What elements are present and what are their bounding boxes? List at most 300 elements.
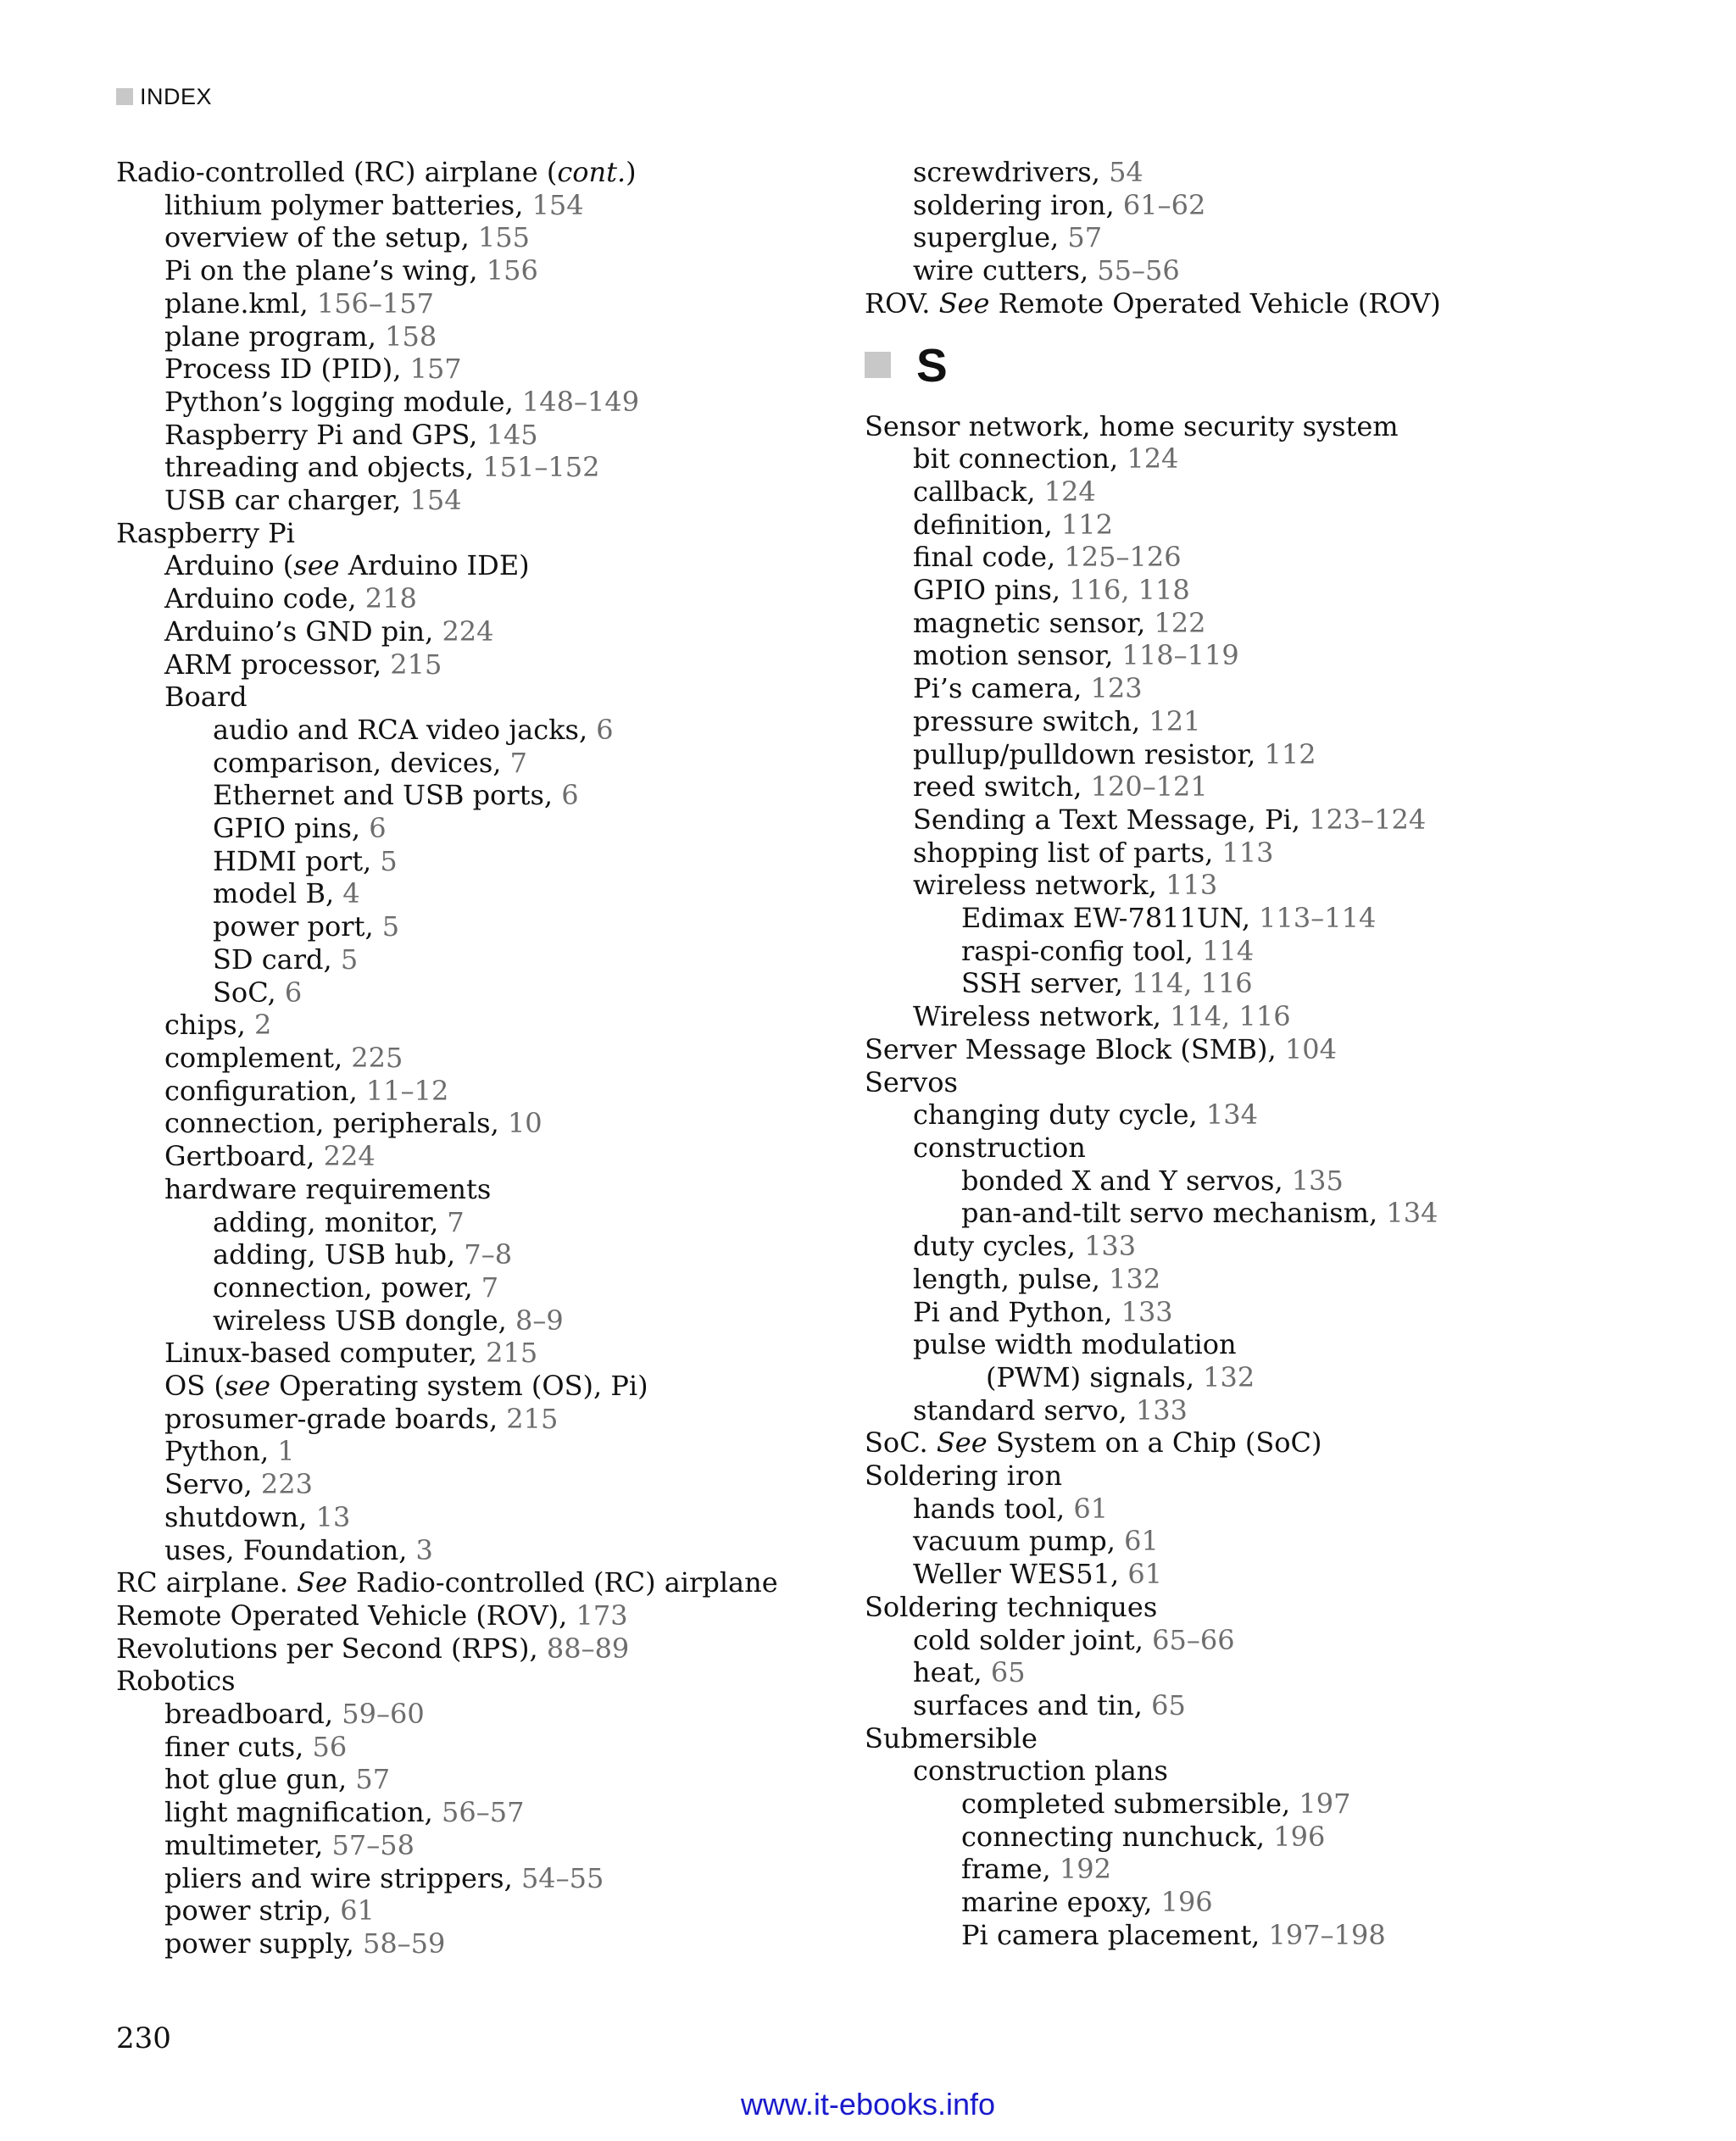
page-reference: 65–66 <box>1152 1623 1235 1656</box>
entry-text: reed switch, <box>913 770 1091 804</box>
page-reference: 7–8 <box>464 1238 513 1271</box>
page-reference: 4 <box>342 877 360 910</box>
index-entry <box>116 1665 862 1698</box>
entry-text: superglue, <box>913 221 1068 254</box>
page-reference: 223 <box>260 1468 313 1501</box>
index-subentry <box>865 1821 1611 1854</box>
entry-text: final code, <box>913 541 1065 574</box>
index-subentry <box>865 1788 1611 1821</box>
entry-text: magnetic sensor, <box>913 606 1155 639</box>
index-subentry <box>116 1107 862 1140</box>
entry-text: complement, <box>164 1041 352 1074</box>
index-subentry <box>116 1829 862 1862</box>
page-reference: 57 <box>1067 221 1103 254</box>
page-reference: 11–12 <box>365 1074 449 1107</box>
entry-text: uses, Foundation, <box>164 1533 416 1566</box>
index-subentry <box>865 1296 1611 1329</box>
index-entry <box>865 1722 1611 1755</box>
index-subentry <box>116 254 862 287</box>
entry-text: cold solder joint, <box>913 1623 1153 1656</box>
entry-text: Python’s logging module, <box>164 385 522 418</box>
entry-text: Pi’s camera, <box>913 672 1091 705</box>
see-reference: See <box>936 1426 988 1460</box>
page-reference: 57 <box>355 1763 391 1796</box>
entry-text: Pi camera placement, <box>961 1918 1269 1951</box>
entry-text: soldering iron, <box>913 188 1123 221</box>
page-reference: 218 <box>364 582 417 615</box>
entry-text: wire cutters, <box>913 254 1098 287</box>
index-subentry <box>116 287 862 320</box>
page-reference: 56 <box>312 1730 348 1763</box>
page-reference: 6 <box>561 779 579 812</box>
index-subentry <box>865 1525 1611 1558</box>
entry-text: Linux-based computer, <box>164 1337 487 1370</box>
entry-text: SoC, <box>213 976 285 1009</box>
index-subentry <box>865 1886 1611 1919</box>
index-subentry <box>865 869 1611 902</box>
page-reference: 113 <box>1221 836 1274 869</box>
index-subentry <box>116 1796 862 1829</box>
page-reference: 224 <box>323 1140 376 1173</box>
entry-text: pressure switch, <box>913 704 1149 737</box>
index-entry <box>865 287 1611 320</box>
entry-text: Soldering iron <box>865 1460 1063 1493</box>
page-reference: 134 <box>1386 1197 1438 1230</box>
entry-text: overview of the setup, <box>164 221 478 254</box>
entry-text: screwdrivers, <box>913 156 1110 188</box>
entry-text: Arduino IDE) <box>339 549 530 582</box>
entry-text: construction plans <box>913 1755 1168 1788</box>
entry-text: model B, <box>213 877 343 910</box>
entry-text: plane program, <box>164 320 386 353</box>
index-subentry <box>116 1927 862 1960</box>
entry-text: adding, monitor, <box>213 1205 448 1238</box>
index-subentry <box>116 1403 862 1436</box>
index-subentry <box>865 1361 1611 1394</box>
index-subentry <box>116 221 862 254</box>
entry-text: Servos <box>865 1065 958 1098</box>
index-subentry <box>116 1763 862 1796</box>
entry-text: Process ID (PID), <box>164 353 410 386</box>
see-reference: cont. <box>557 156 626 188</box>
entry-text: pullup/pulldown resistor, <box>913 737 1265 770</box>
page-reference: 133 <box>1135 1393 1188 1426</box>
see-reference: See <box>938 286 990 320</box>
entry-text: connection, peripherals, <box>164 1107 508 1140</box>
entry-text: breadboard, <box>164 1698 342 1731</box>
entry-text: Radio-controlled (RC) airplane ( <box>116 156 558 188</box>
index-subentry <box>865 1000 1611 1033</box>
index-subentry <box>116 1271 862 1304</box>
entry-text: wireless USB dongle, <box>213 1304 515 1337</box>
entry-text: Servo, <box>164 1468 261 1501</box>
index-subentry <box>865 475 1611 509</box>
entry-text: construction <box>913 1131 1086 1164</box>
index-subentry <box>116 845 862 878</box>
entry-text: ROV. <box>865 286 939 320</box>
index-subentry <box>865 804 1611 837</box>
entry-text: Raspberry Pi and GPS, <box>164 418 487 451</box>
entry-text: ) <box>626 156 637 188</box>
index-subentry <box>865 442 1611 475</box>
index-subentry <box>865 1132 1611 1165</box>
page-reference: 54 <box>1109 156 1143 188</box>
entry-text: changing duty cycle, <box>913 1098 1206 1132</box>
entry-text: comparison, devices, <box>213 746 510 779</box>
page-reference: 120–121 <box>1090 770 1208 804</box>
index-subentry <box>116 779 862 812</box>
index-subentry <box>116 943 862 976</box>
entry-text: (PWM) signals, <box>986 1360 1204 1393</box>
page-reference: 7 <box>447 1205 465 1238</box>
page-reference: 225 <box>351 1041 403 1074</box>
page-reference: 55–56 <box>1097 254 1180 287</box>
index-subentry <box>865 1328 1611 1361</box>
page-reference: 145 <box>486 418 538 451</box>
index-subentry <box>116 386 862 419</box>
index-subentry <box>865 1853 1611 1886</box>
page-reference: 135 <box>1291 1164 1344 1197</box>
running-head-label: INDEX <box>140 83 213 109</box>
page-reference: 57–58 <box>331 1828 415 1861</box>
entry-text: Server Message Block (SMB), <box>865 1032 1285 1065</box>
index-subentry <box>865 967 1611 1000</box>
index-column-right <box>865 156 1611 1952</box>
index-entry <box>865 1460 1611 1493</box>
entry-text: Remote Operated Vehicle (ROV), <box>116 1599 576 1632</box>
page-reference: 157 <box>409 353 462 386</box>
page-reference: 5 <box>381 910 400 943</box>
index-subentry <box>865 837 1611 870</box>
entry-text: System on a Chip (SoC) <box>987 1426 1322 1460</box>
index-subentry <box>116 910 862 943</box>
index-entry <box>865 410 1611 443</box>
entry-text: Arduino ( <box>164 549 294 582</box>
page-reference: 3 <box>415 1533 433 1566</box>
entry-text: Pi on the plane’s wing, <box>164 254 487 287</box>
index-subentry <box>116 1894 862 1927</box>
entry-text: power supply, <box>164 1927 363 1960</box>
index-subentry <box>865 574 1611 607</box>
entry-text: Gertboard, <box>164 1140 324 1173</box>
page-reference: 8–9 <box>515 1304 564 1337</box>
section-letter: S <box>916 338 948 392</box>
entry-text: Radio-controlled (RC) airplane <box>347 1566 778 1599</box>
index-subentry <box>865 672 1611 705</box>
index-subentry <box>865 705 1611 738</box>
index-subentry <box>116 681 862 714</box>
entry-text: connecting nunchuck, <box>961 1820 1274 1853</box>
index-subentry <box>865 902 1611 935</box>
running-head <box>116 82 212 111</box>
entry-text: multimeter, <box>164 1828 332 1861</box>
entry-text: frame, <box>961 1853 1060 1886</box>
index-subentry <box>116 976 862 1009</box>
entry-text: lithium polymer batteries, <box>164 188 532 221</box>
index-subentry <box>116 747 862 780</box>
page-reference: 65 <box>990 1656 1026 1689</box>
page-reference: 113–114 <box>1259 902 1377 935</box>
index-subentry <box>865 1624 1611 1657</box>
page-reference: 132 <box>1109 1262 1161 1295</box>
page-reference: 154 <box>409 484 462 517</box>
entry-text: threading and objects, <box>164 451 483 484</box>
entry-text: power port, <box>213 910 382 943</box>
section-heading <box>865 320 1611 410</box>
index-subentry <box>116 1534 862 1567</box>
entry-text: Operating system (OS), Pi) <box>270 1370 648 1403</box>
index-subentry <box>865 156 1611 189</box>
index-subentry <box>116 320 862 353</box>
entry-text: Edimax EW-7811UN, <box>961 902 1260 935</box>
index-subentry <box>865 189 1611 222</box>
page-reference: 104 <box>1284 1032 1337 1065</box>
page-number: 230 <box>116 2021 171 2055</box>
page-reference: 151–152 <box>482 451 600 484</box>
entry-text: connection, power, <box>213 1271 481 1304</box>
square-bullet-icon <box>865 352 891 378</box>
entry-text: Robotics <box>116 1665 236 1698</box>
page-reference: 114, 116 <box>1170 1000 1291 1033</box>
page-reference: 196 <box>1273 1820 1326 1853</box>
entry-text: SSH server, <box>961 967 1132 1000</box>
index-subentry <box>865 254 1611 287</box>
entry-text: bit connection, <box>913 442 1127 475</box>
page-reference: 215 <box>486 1337 538 1370</box>
entry-text: hot glue gun, <box>164 1763 356 1796</box>
page-reference: 58–59 <box>362 1927 446 1960</box>
index-entry <box>116 1566 862 1599</box>
page-reference: 116, 118 <box>1069 574 1190 607</box>
entry-text: wireless network, <box>913 869 1166 902</box>
entry-text: vacuum pump, <box>913 1525 1125 1558</box>
index-subentry <box>865 1656 1611 1689</box>
entry-text: power strip, <box>164 1894 341 1927</box>
page-reference: 192 <box>1059 1853 1111 1886</box>
page-reference: 88–89 <box>546 1632 630 1665</box>
page-reference: 5 <box>380 844 398 877</box>
index-subentry <box>865 1755 1611 1788</box>
index-entry <box>865 1033 1611 1066</box>
page-reference: 118–119 <box>1121 639 1239 672</box>
index-subentry <box>865 935 1611 968</box>
page-reference: 124 <box>1127 442 1179 475</box>
page-reference: 65 <box>1151 1688 1186 1721</box>
page-reference: 133 <box>1121 1295 1173 1328</box>
index-subentry <box>116 1075 862 1108</box>
index-subentry <box>865 1689 1611 1722</box>
index-subentry <box>116 451 862 484</box>
entry-text: Sending a Text Message, Pi, <box>913 803 1310 836</box>
entry-text: plane.kml, <box>164 286 317 320</box>
index-subentry <box>116 582 862 615</box>
index-entry <box>865 1591 1611 1624</box>
entry-text: Board <box>164 681 248 714</box>
entry-text: Arduino code, <box>164 582 365 615</box>
index-entry <box>116 1599 862 1632</box>
page-reference: 114, 116 <box>1132 967 1253 1000</box>
index-subentry <box>116 1435 862 1468</box>
entry-text: Python, <box>164 1435 278 1468</box>
index-subentry <box>116 353 862 386</box>
page-reference: 123–124 <box>1309 803 1427 836</box>
index-subentry <box>116 1173 862 1206</box>
see-reference: see <box>224 1370 271 1403</box>
entry-text: definition, <box>913 508 1061 541</box>
entry-text: hands tool, <box>913 1492 1074 1525</box>
index-entry <box>865 1066 1611 1099</box>
index-subentry <box>116 189 862 222</box>
entry-text: adding, USB hub, <box>213 1238 465 1271</box>
entry-text: Soldering techniques <box>865 1590 1158 1623</box>
entry-text: heat, <box>913 1656 991 1689</box>
see-reference: see <box>293 549 340 582</box>
index-subentry <box>116 1140 862 1173</box>
index-entry <box>865 1426 1611 1460</box>
index-subentry <box>116 812 862 845</box>
page-reference: 61–62 <box>1122 188 1206 221</box>
entry-text: Pi and Python, <box>913 1295 1121 1328</box>
index-subentry <box>865 1263 1611 1296</box>
index-subentry <box>865 1230 1611 1263</box>
page-reference: 6 <box>284 976 303 1009</box>
page-reference: 112 <box>1060 508 1113 541</box>
page-reference: 10 <box>507 1107 542 1140</box>
index-entry <box>116 517 862 550</box>
entry-text: light magnification, <box>164 1796 442 1829</box>
index-subentry <box>865 1919 1611 1952</box>
entry-text: Revolutions per Second (RPS), <box>116 1632 547 1665</box>
page-reference: 2 <box>254 1009 272 1042</box>
page-reference: 224 <box>442 614 494 648</box>
index-subentry <box>116 1370 862 1403</box>
index-subentry <box>865 1165 1611 1198</box>
index-subentry <box>116 648 862 681</box>
entry-text: Weller WES51, <box>913 1558 1128 1591</box>
index-subentry <box>865 1493 1611 1526</box>
entry-text: Raspberry Pi <box>116 516 295 549</box>
page-reference: 113 <box>1166 869 1218 902</box>
page-reference: 61 <box>1124 1525 1159 1558</box>
page-reference: 54–55 <box>520 1861 604 1894</box>
page-reference: 7 <box>481 1271 499 1304</box>
index-subentry <box>865 509 1611 542</box>
index-subentry <box>865 1394 1611 1427</box>
entry-text: raspi-config tool, <box>961 934 1203 967</box>
page-reference: 156–157 <box>316 286 434 320</box>
entry-text: completed submersible, <box>961 1788 1299 1821</box>
entry-text: shopping list of parts, <box>913 836 1222 869</box>
entry-text: Ethernet and USB ports, <box>213 779 562 812</box>
page-reference: 7 <box>509 746 527 779</box>
page-reference: 13 <box>315 1500 351 1533</box>
entry-text: SD card, <box>213 943 341 976</box>
entry-text: hardware requirements <box>164 1172 492 1205</box>
index-entry <box>116 156 862 189</box>
entry-text: RC airplane. <box>116 1566 298 1599</box>
entry-text: Remote Operated Vehicle (ROV) <box>989 286 1441 320</box>
page-reference: 56–57 <box>442 1796 525 1829</box>
page-reference: 123 <box>1090 672 1143 705</box>
page-reference: 61 <box>1127 1558 1163 1591</box>
entry-text: motion sensor, <box>913 639 1122 672</box>
page-reference: 1 <box>277 1435 295 1468</box>
entry-text: USB car charger, <box>164 484 410 517</box>
index-subentry <box>865 1098 1611 1132</box>
index-subentry <box>865 607 1611 640</box>
square-bullet-icon <box>116 88 133 105</box>
index-subentry <box>865 738 1611 771</box>
page-reference: 148–149 <box>521 385 640 418</box>
entry-text: standard servo, <box>913 1393 1136 1426</box>
page-reference: 215 <box>390 648 442 681</box>
entry-text: Submersible <box>865 1721 1038 1755</box>
entry-text: pliers and wire strippers, <box>164 1861 521 1894</box>
entry-text: pan-and-tilt servo mechanism, <box>961 1197 1387 1230</box>
index-subentry <box>116 1731 862 1764</box>
index-subentry <box>865 541 1611 574</box>
page-reference: 132 <box>1203 1360 1255 1393</box>
entry-text: configuration, <box>164 1074 366 1107</box>
index-subentry <box>116 714 862 747</box>
index-subentry <box>116 1501 862 1534</box>
footer-url-link[interactable]: www.it-ebooks.info <box>740 2087 996 2122</box>
entry-text: Sensor network, home security system <box>865 409 1399 442</box>
page-reference: 158 <box>385 320 437 353</box>
index-subentry <box>865 1558 1611 1591</box>
page-reference: 6 <box>369 812 387 845</box>
page-reference: 196 <box>1160 1886 1213 1919</box>
entry-text: duty cycles, <box>913 1230 1085 1263</box>
index-subentry <box>865 770 1611 804</box>
entry-text: bonded X and Y servos, <box>961 1164 1292 1197</box>
page-reference: 122 <box>1154 606 1206 639</box>
page-reference: 156 <box>486 254 538 287</box>
page-reference: 114 <box>1202 934 1255 967</box>
page-reference: 134 <box>1205 1098 1258 1132</box>
index-subentry <box>116 1698 862 1731</box>
entry-text: audio and RCA video jacks, <box>213 713 597 746</box>
page-reference: 133 <box>1084 1230 1137 1263</box>
entry-text: ARM processor, <box>164 648 391 681</box>
index-subentry <box>865 221 1611 254</box>
index-column-left <box>116 156 862 1960</box>
page-reference: 173 <box>576 1599 628 1632</box>
entry-text: Arduino’s GND pin, <box>164 614 442 648</box>
page-reference: 112 <box>1264 737 1316 770</box>
index-subentry <box>865 1197 1611 1230</box>
page-reference: 125–126 <box>1064 541 1182 574</box>
entry-text: callback, <box>913 475 1044 508</box>
index-subentry <box>116 1042 862 1075</box>
index-subentry <box>116 1304 862 1337</box>
page-reference: 6 <box>596 713 614 746</box>
entry-text: GPIO pins, <box>913 574 1070 607</box>
page-reference: 215 <box>506 1402 559 1435</box>
index-subentry <box>116 615 862 648</box>
page-reference: 155 <box>477 221 530 254</box>
index-subentry <box>116 484 862 517</box>
index-subentry <box>116 1206 862 1239</box>
index-subentry <box>116 1009 862 1042</box>
index-subentry <box>865 639 1611 672</box>
index-subentry <box>116 1862 862 1895</box>
entry-text: shutdown, <box>164 1500 316 1533</box>
page-reference: 61 <box>1073 1492 1109 1525</box>
page-reference: 124 <box>1043 475 1096 508</box>
page-reference: 5 <box>340 943 359 976</box>
entry-text: OS ( <box>164 1370 225 1403</box>
